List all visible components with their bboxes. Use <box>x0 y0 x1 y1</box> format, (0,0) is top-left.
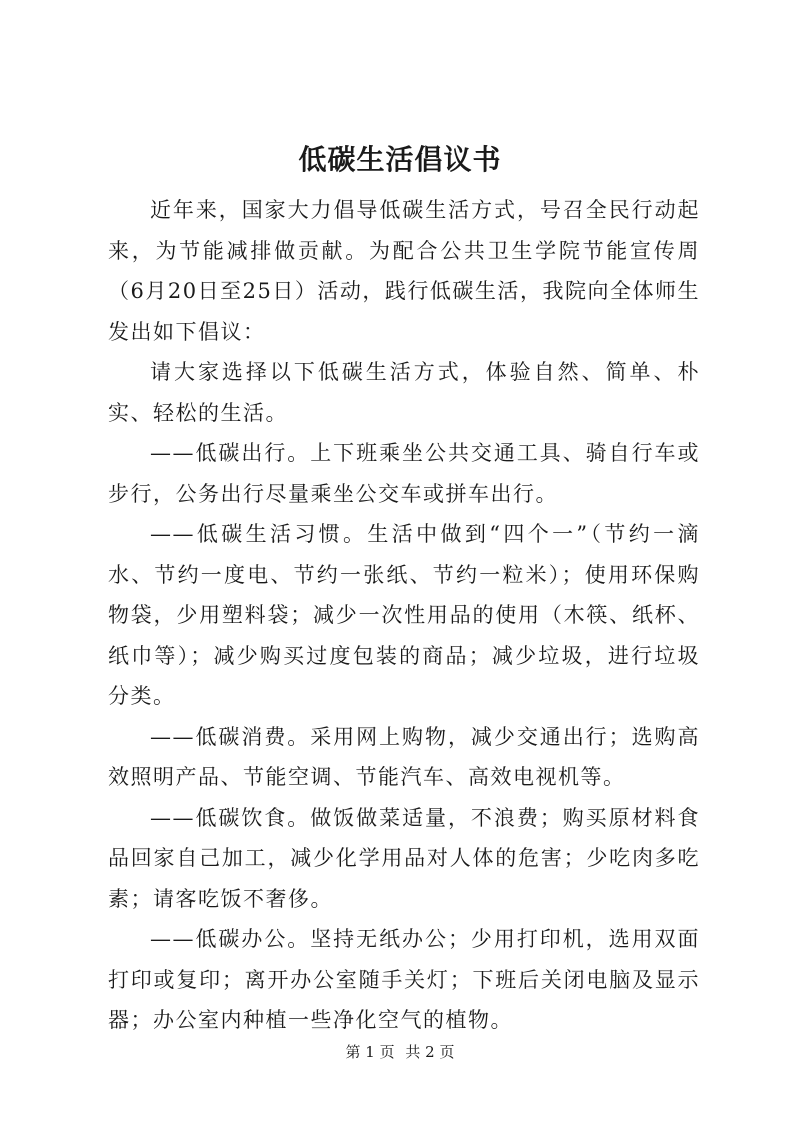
paragraph-intro: 近年来，国家大力倡导低碳生活方式，号召全民行动起来，为节能减排做贡献。为配合公共卫生学院节能宣传周（6月20日至25日）活动，践行低碳生活，我院向全体师生发出如下倡议： <box>108 198 700 344</box>
page-total: 共 2 页 <box>405 1043 455 1061</box>
paragraph-diet: ——低碳饮食。做饭做菜适量，不浪费；购买原材料食品回家自己加工，减少化学用品对人体的危害；少吃肉多吃素；请客吃饭不奢侈。 <box>108 805 700 911</box>
page-footer <box>0 1042 800 1062</box>
paragraph-consumption: ——低碳消费。采用网上购物，减少交通出行；选购高效照明产品、节能空调、节能汽车、高效电视机等。 <box>108 724 700 789</box>
page-number: 第 1 页 <box>345 1043 395 1061</box>
paragraph-travel: ——低碳出行。上下班乘坐公共交通工具、骑自行车或步行，公务出行尽量乘坐公交车或拼车出行。 <box>108 441 700 506</box>
paragraph-call: 请大家选择以下低碳生活方式，体验自然、简单、朴实、轻松的生活。 <box>108 360 700 425</box>
paragraph-office: ——低碳办公。坚持无纸办公；少用打印机，选用双面打印或复印；离开办公室随手关灯；下班后关闭电脑及显示器；办公室内种植一些净化空气的植物。 <box>108 927 700 1032</box>
paragraph-habits: ——低碳生活习惯。生活中做到“四个一”（节约一滴水、节约一度电、节约一张纸、节约一粒米）；使用环保购物袋，少用塑料袋；减少一次性用品的使用（木筷、纸杯、纸巾等）；减少购买过度包装的商品；减少垃圾，进行垃圾分类。 <box>108 522 700 708</box>
document-title: 低碳生活倡议书 <box>298 143 502 176</box>
document-body <box>108 190 700 1041</box>
